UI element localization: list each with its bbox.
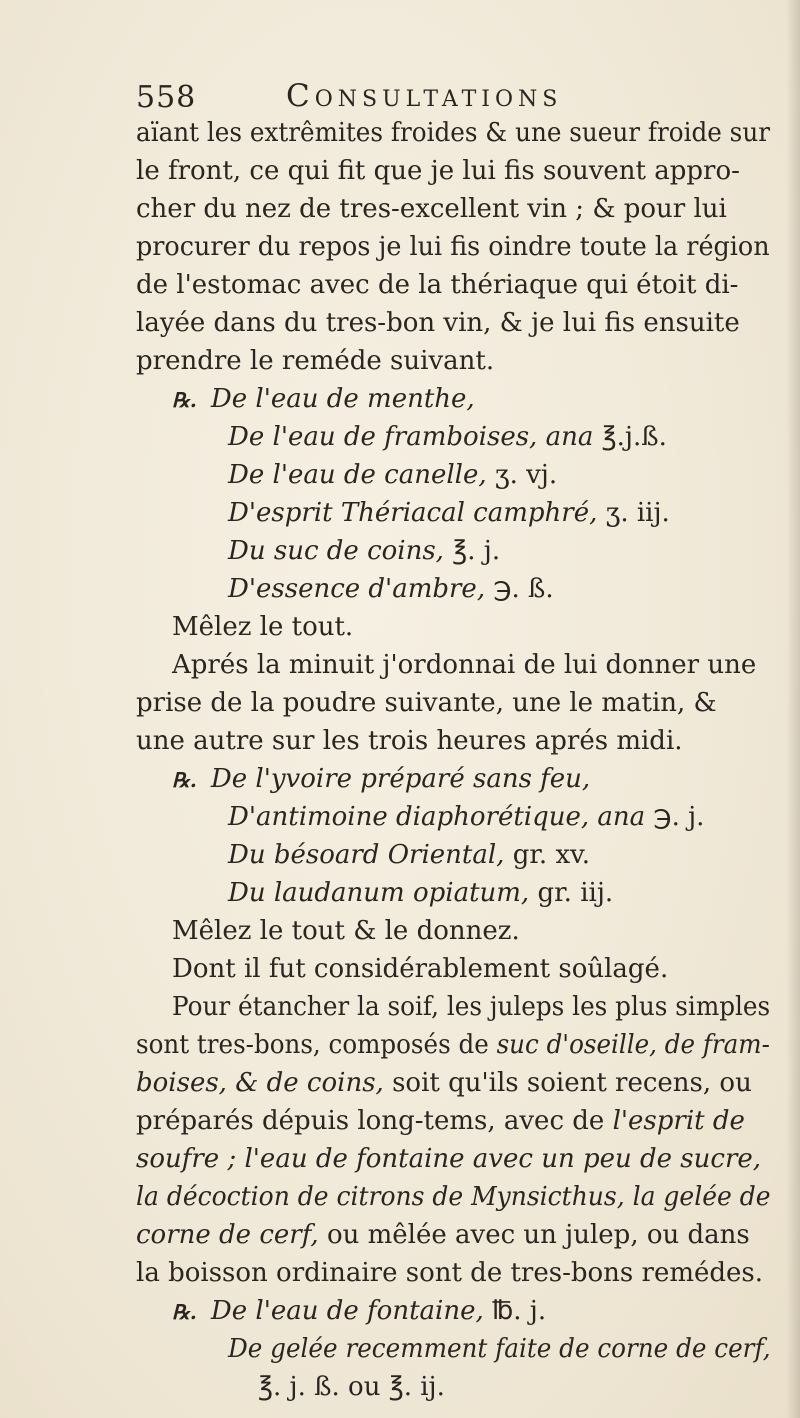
text-line-l33 xyxy=(228,1332,771,1366)
italic-text: la décoction de citrons de Mynsicthus, la gelée de xyxy=(136,1182,771,1212)
recipe-symbol: ℞. xyxy=(172,1300,197,1324)
roman-text: Mêlez le tout & le donnez. xyxy=(172,916,520,946)
roman-text: ʒ. vj. xyxy=(486,460,558,490)
roman-text: ℔. j. xyxy=(483,1296,547,1326)
roman-text: ou mêlée avec un julep, ou dans xyxy=(318,1220,750,1250)
italic-text: suc d'oseille, de fram- xyxy=(496,1030,770,1060)
text-line-l11 xyxy=(228,496,670,530)
text-line-l16 xyxy=(136,686,717,720)
text-line-l23 xyxy=(172,952,668,986)
text-line-l19 xyxy=(228,800,704,834)
text-line-l27 xyxy=(136,1104,745,1138)
italic-text: Du bésoard Oriental, xyxy=(228,840,505,870)
text-line-l14 xyxy=(172,610,353,644)
text-line-l02 xyxy=(136,154,740,188)
italic-text: Du suc de coins, xyxy=(228,536,444,566)
text-line-l22 xyxy=(172,914,520,948)
text-line-l05 xyxy=(136,268,738,302)
text-line-l29 xyxy=(136,1180,771,1214)
text-line-l12 xyxy=(228,534,500,568)
italic-text: De l'eau de canelle, xyxy=(228,460,487,490)
roman-text: prendre le reméde suivant. xyxy=(136,346,495,376)
text-line-l09 xyxy=(228,420,667,454)
italic-text: l'esprit de xyxy=(612,1106,745,1136)
roman-text: le front, ce qui fit que je lui fis souvent appro- xyxy=(136,156,740,186)
text-line-l26 xyxy=(136,1066,752,1100)
page-edge-shadow xyxy=(786,0,800,1418)
roman-text: procurer du repos je lui fis oindre toute la région xyxy=(136,232,770,262)
italic-text: De l'eau de fontaine, xyxy=(210,1296,484,1326)
roman-text: ℥.j.ß. xyxy=(593,422,667,452)
roman-text: préparés dépuis long-tems, avec de xyxy=(136,1106,613,1136)
roman-text: la boisson ordinaire sont de tres-bons remédes. xyxy=(136,1258,764,1288)
roman-text: layée dans du tres-bon vin, & je lui fis ensuite xyxy=(136,308,740,338)
text-line-l07 xyxy=(136,344,494,378)
roman-text: gr. iij. xyxy=(529,878,614,908)
italic-text: corne de cerf, xyxy=(136,1220,319,1250)
italic-text: Du laudanum opiatum, xyxy=(228,878,530,908)
text-line-l21 xyxy=(228,876,613,910)
italic-text: De l'eau de framboises, ana xyxy=(228,422,594,452)
italic-text: D'essence d'ambre, xyxy=(228,574,486,604)
italic-text: De gelée recemment faite de corne de cerf, xyxy=(228,1334,771,1364)
text-line-l15 xyxy=(172,648,756,682)
text-line-l28 xyxy=(136,1142,761,1176)
italic-text: D'esprit Thériacal camphré, xyxy=(228,498,598,528)
roman-text: soit qu'ils soient recens, ou xyxy=(383,1068,752,1098)
roman-text: une autre sur les trois heures aprés midi. xyxy=(136,726,683,756)
running-title: Consultations xyxy=(286,78,563,114)
text-line-l31 xyxy=(136,1256,763,1290)
roman-text: aïant les extrêmites froides & une sueur froide sur xyxy=(136,118,770,148)
text-line-l30 xyxy=(136,1218,750,1252)
text-line-l17 xyxy=(136,724,683,758)
text-line-l08 xyxy=(172,382,475,417)
roman-text: Mêlez le tout. xyxy=(172,612,354,642)
italic-text: D'antimoine diaphorétique, ana xyxy=(228,802,646,832)
roman-text: Pour étancher la soif, les juleps les plus simples xyxy=(172,992,771,1022)
text-line-l25 xyxy=(136,1028,770,1062)
roman-text: Dont il fut considérablement soûlagé. xyxy=(172,954,669,984)
roman-text: ℥. j. xyxy=(443,536,501,566)
text-line-l10 xyxy=(228,458,557,492)
text-line-l03 xyxy=(136,192,727,226)
recipe-symbol: ℞. xyxy=(172,388,197,412)
text-line-l20 xyxy=(228,838,590,872)
roman-text: ʒ. iij. xyxy=(597,498,670,528)
italic-text: De l'eau de menthe, xyxy=(210,384,475,414)
text-line-l32 xyxy=(172,1294,546,1329)
italic-text: De l'yvoire préparé sans feu, xyxy=(210,764,591,794)
page-number: 558 xyxy=(136,80,197,115)
roman-text: de l'estomac avec de la thériaque qui étoit di- xyxy=(136,270,739,300)
text-line-l13 xyxy=(228,572,554,606)
text-line-l18 xyxy=(172,762,590,797)
italic-text: soufre ; l'eau de fontaine avec un peu de sucre, xyxy=(136,1144,762,1174)
page-header xyxy=(136,76,656,116)
roman-text: Aprés la minuit j'ordonnai de lui donner une xyxy=(172,650,757,680)
text-line-l06 xyxy=(136,306,740,340)
text-line-l01 xyxy=(136,116,770,150)
roman-text: ℈. ß. xyxy=(485,574,554,604)
roman-text: cher du nez de tres-excellent vin ; & pour lui xyxy=(136,194,727,224)
roman-text: ℈. j. xyxy=(645,802,705,832)
roman-text: sont tres-bons, composés de xyxy=(136,1030,497,1060)
roman-text: prise de la poudre suivante, une le matin, & xyxy=(136,688,717,718)
text-line-l24 xyxy=(172,990,770,1024)
text-line-l04 xyxy=(136,230,770,264)
recipe-symbol: ℞. xyxy=(172,768,197,792)
italic-text: boises, & de coins, xyxy=(136,1068,384,1098)
roman-text: ℥. j. ß. ou ℥. ij. xyxy=(258,1372,445,1402)
text-line-l34 xyxy=(258,1370,445,1404)
roman-text: gr. xv. xyxy=(504,840,590,870)
